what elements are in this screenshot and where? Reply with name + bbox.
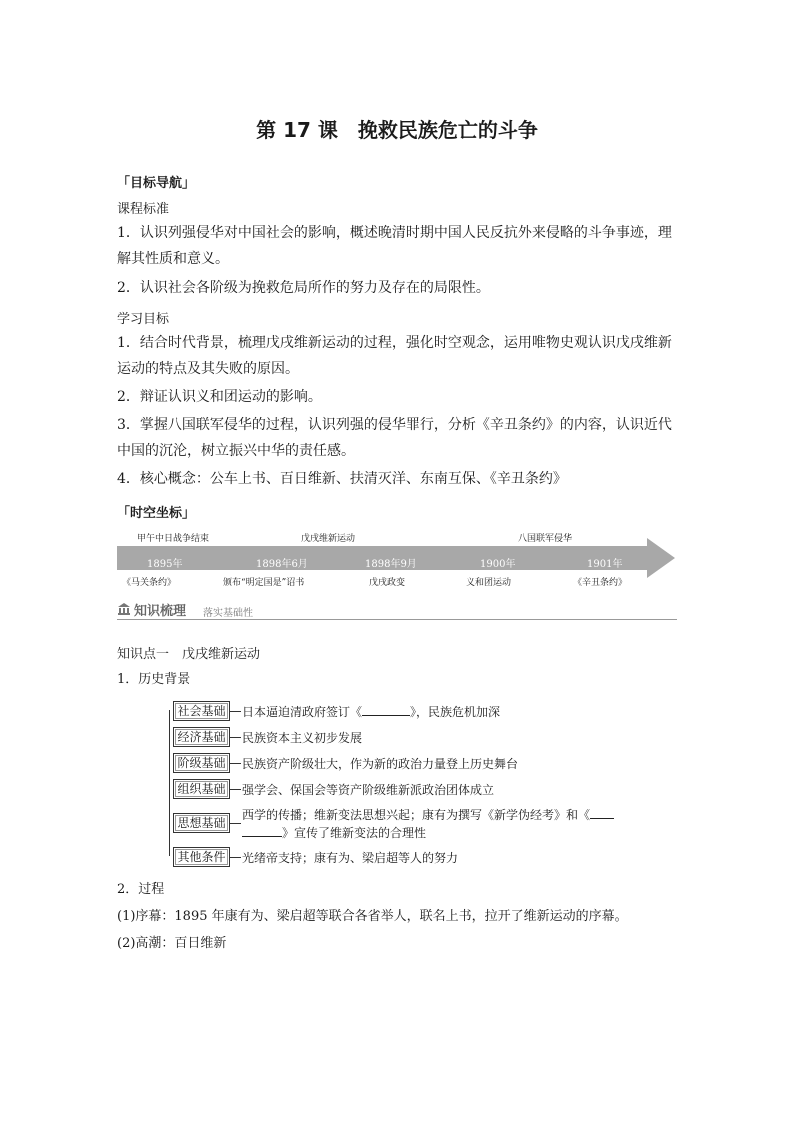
timeline-bottom-label-4: 义和团运动 bbox=[466, 578, 512, 588]
learning-goal-item-4: 4．核心概念：公车上书、百日维新、扶清灭洋、东南互保、《辛丑条约》 bbox=[117, 471, 567, 487]
diagram-text-organization: 强学会、保国会等资产阶级维新派政治团体成立 bbox=[242, 783, 495, 797]
timeline-bottom-label-2: 颁布“明定国是”诏书 bbox=[223, 578, 305, 588]
timeline-year-1: 1895年 bbox=[147, 559, 183, 570]
learning-goal-item-1: 1．结合时代背景，梳理戊戌维新运动的过程，强化时空观念，运用唯物史观认识戊戌维新运动的特点及其失败的原因。 bbox=[117, 335, 672, 377]
diagram-text-other: 光绪帝支持；康有为、梁启超等人的努力 bbox=[242, 851, 459, 865]
learning-goal-item-3: 3．掌握八国联军侵华的过程，认识列强的侵华罪行，分析《辛丑条约》的内容，认识近代中国的沉沦，树立振兴中华的责任感。 bbox=[117, 417, 672, 459]
course-standard-heading: 课程标准 bbox=[117, 202, 170, 217]
building-icon bbox=[117, 602, 131, 616]
process-title: 2．过程 bbox=[117, 882, 165, 897]
process-item-1: (1)序幕：1895 年康有为、梁启超等联合各省举人，联名上书，拉开了维新运动的序幕。 bbox=[117, 909, 628, 924]
section-header bbox=[117, 600, 677, 620]
diagram-box-other: 其他条件 bbox=[173, 847, 230, 867]
learning-goal-item-2: 2．辩证认识义和团运动的影响。 bbox=[117, 389, 322, 405]
section-subtitle: 落实基础性 bbox=[203, 608, 253, 619]
fill-blank-2b bbox=[242, 825, 282, 837]
background-title: 1．历史背景 bbox=[117, 672, 191, 687]
timeline-top-label-1: 甲午中日战争结束 bbox=[137, 534, 210, 544]
process-item-2: (2)高潮：百日维新 bbox=[117, 936, 227, 951]
knowledge-point-1-title: 知识点一 戊戌维新运动 bbox=[117, 647, 261, 662]
timeline-bottom-label-1: 《马关条约》 bbox=[122, 578, 177, 588]
fill-blank-2 bbox=[590, 807, 614, 819]
timeline-year-4: 1900年 bbox=[480, 559, 516, 570]
timeline-top-label-3: 八国联军侵华 bbox=[518, 534, 573, 544]
diagram-text-social: 日本逼迫清政府签订《 》，民族危机加深 bbox=[242, 705, 501, 719]
fill-blank-1 bbox=[362, 704, 410, 716]
timeline-top-label-2: 戊戌维新运动 bbox=[301, 534, 356, 544]
timeline-bottom-label-3: 戊戌政变 bbox=[369, 578, 406, 588]
diagram-text-economic: 民族资本主义初步发展 bbox=[242, 731, 363, 745]
goal-nav-heading: 「目标导航」 bbox=[117, 176, 196, 191]
course-standard-item-2: 2．认识社会各阶级为挽救危局所作的努力及存在的局限性。 bbox=[117, 280, 490, 296]
diagram-box-organization: 组织基础 bbox=[173, 779, 230, 799]
course-standard-item-1: 1．认识列强侵华对中国社会的影响，概述晚清时期中国人民反抗外来侵略的斗争事迹，理解其性质和意义。 bbox=[117, 225, 672, 267]
timeline-year-2: 1898年6月 bbox=[256, 559, 308, 570]
diagram-box-economic: 经济基础 bbox=[173, 727, 230, 747]
timeline-bottom-label-5: 《辛丑条约》 bbox=[573, 578, 628, 588]
diagram-box-thought: 思想基础 bbox=[173, 813, 230, 833]
diagram-spine bbox=[169, 710, 170, 856]
diagram-text-class: 民族资产阶级壮大，作为新的政治力量登上历史舞台 bbox=[242, 757, 519, 771]
diagram-box-social: 社会基础 bbox=[173, 701, 230, 721]
timeline-heading: 「时空坐标」 bbox=[117, 506, 196, 521]
diagram-text-thought: 西学的传播；维新变法思想兴起；康有为撰写《新学伪经考》和《 》宣传了维新变法的合理性 bbox=[242, 806, 614, 842]
page-title: 第 17 课 挽救民族危亡的斗争 bbox=[256, 118, 538, 142]
timeline-year-5: 1901年 bbox=[587, 559, 623, 570]
diagram-box-class: 阶级基础 bbox=[173, 753, 230, 773]
timeline-year-3: 1898年9月 bbox=[365, 559, 417, 570]
learning-goal-heading: 学习目标 bbox=[117, 312, 170, 327]
section-title: 知识梳理 bbox=[134, 604, 187, 619]
